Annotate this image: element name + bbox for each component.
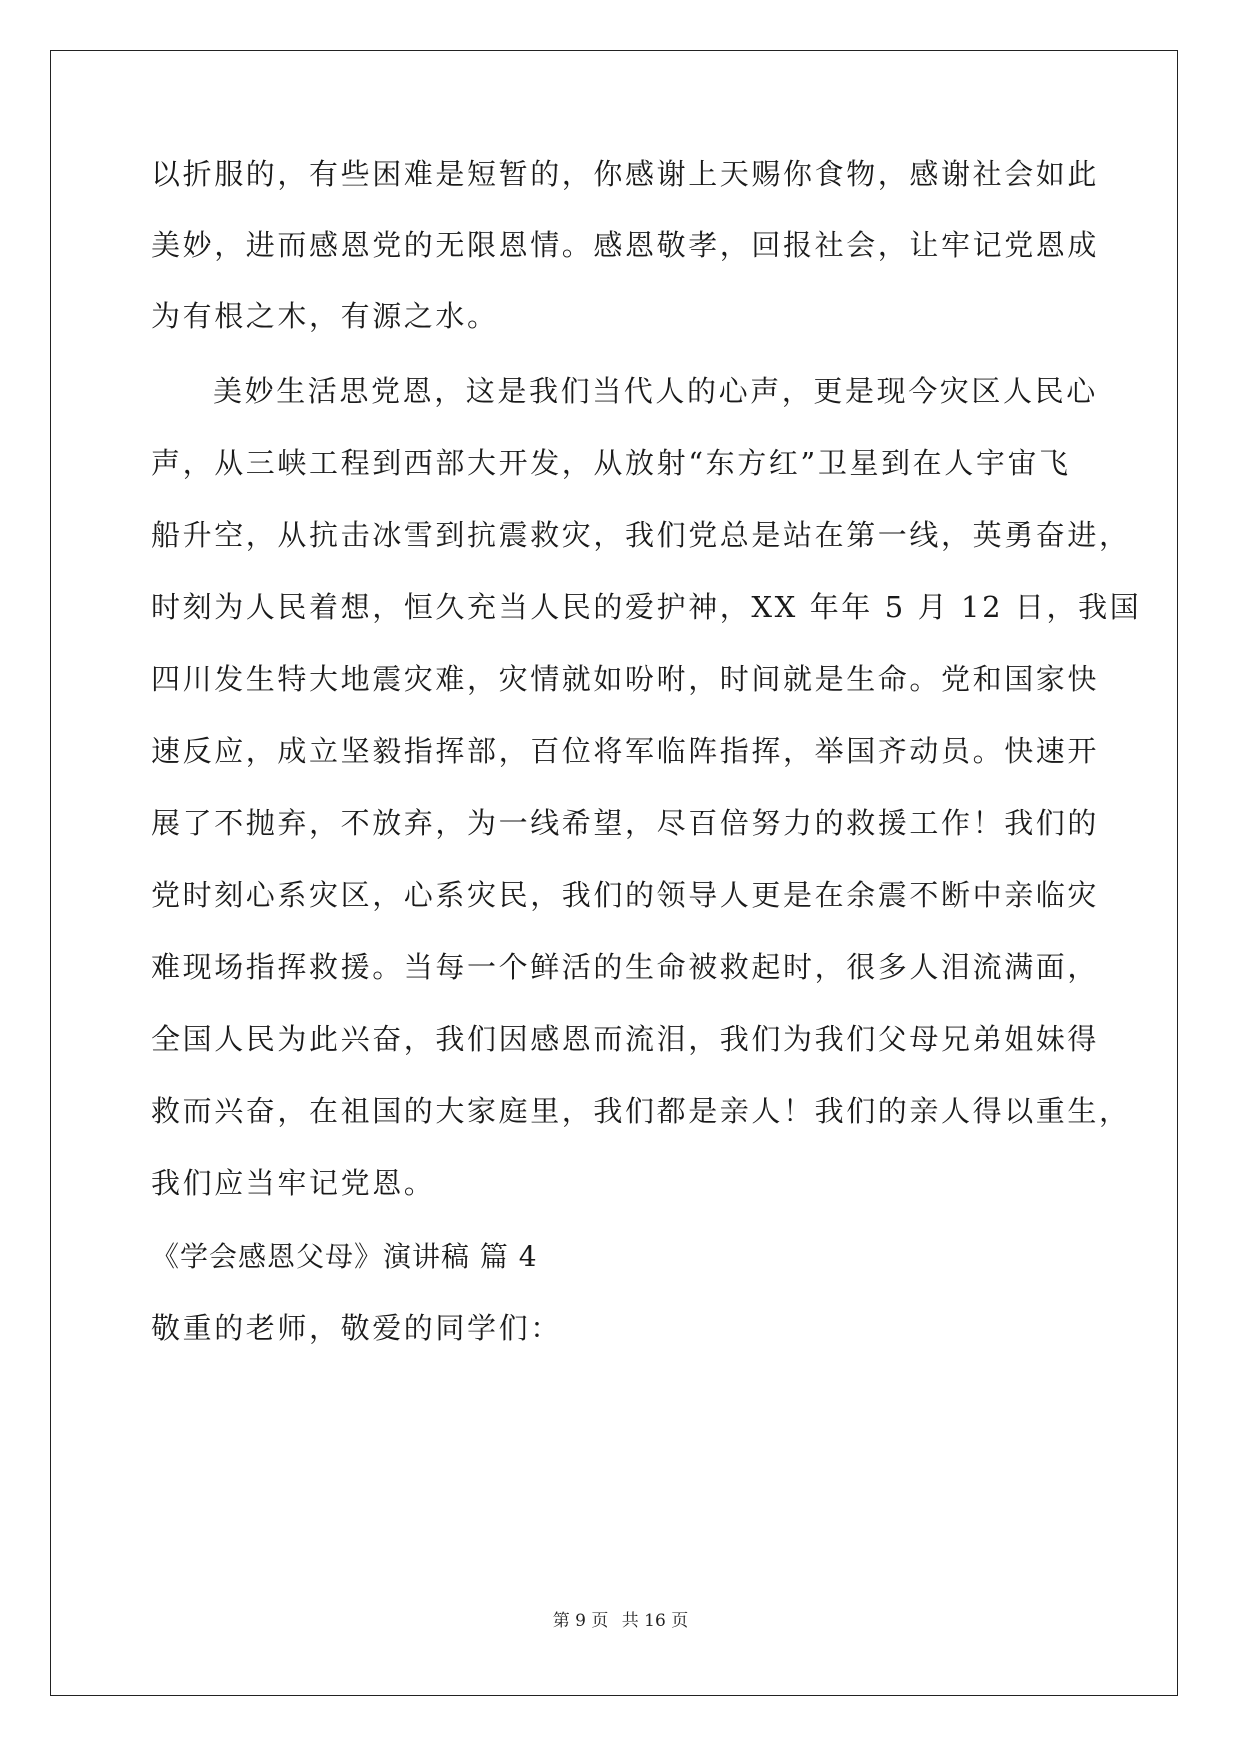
page-number: 第 9 页 [552,1611,609,1631]
paragraph-line: 为有根之木，有源之水。 [151,299,499,333]
paragraph-line: 时刻为人民着想，恒久充当人民的爱护神，XX 年年 5 月 12 日，我国 [151,590,1142,624]
paragraph-line: 船升空，从抗击冰雪到抗震救灾，我们党总是站在第一线，英勇奋进， [151,518,1131,552]
paragraph-line: 难现场指挥救援。当每一个鲜活的生命被救起时，很多人泪流满面， [151,950,1100,984]
paragraph-line: 全国人民为此兴奋，我们因感恩而流泪，我们为我们父母兄弟姐妹得 [151,1022,1100,1056]
paragraph-line: 以折服的，有些困难是短暂的，你感谢上天赐你食物，感谢社会如此 [151,157,1100,191]
paragraph-line: 展了不抛弃，不放弃，为一线希望，尽百倍努力的救援工作！我们的 [151,806,1100,840]
page-footer [0,1606,1241,1631]
page-border [50,50,1178,1696]
paragraph-line: 我们应当牢记党恩。 [151,1166,436,1200]
paragraph-line: 美妙，进而感恩党的无限恩情。感恩敬孝，回报社会，让牢记党恩成 [151,228,1100,262]
paragraph-line: 美妙生活思党恩，这是我们当代人的心声，更是现今灾区人民心 [213,374,1098,408]
section-heading: 《学会感恩父母》演讲稿 篇 4 [151,1240,538,1273]
paragraph-line: 速反应，成立坚毅指挥部，百位将军临阵指挥，举国齐动员。快速开 [151,734,1100,768]
page-total: 共 16 页 [621,1611,689,1631]
paragraph-line: 四川发生特大地震灾难，灾情就如吩咐，时间就是生命。党和国家快 [151,662,1100,696]
paragraph-line: 党时刻心系灾区，心系灾民，我们的领导人更是在余震不断中亲临灾 [151,878,1100,912]
paragraph-line: 救而兴奋，在祖国的大家庭里，我们都是亲人！我们的亲人得以重生， [151,1094,1131,1128]
paragraph-line: 声，从三峡工程到西部大开发，从放射“东方红”卫星到在人宇宙飞 [151,446,1071,480]
salutation: 敬重的老师，敬爱的同学们： [151,1311,562,1345]
